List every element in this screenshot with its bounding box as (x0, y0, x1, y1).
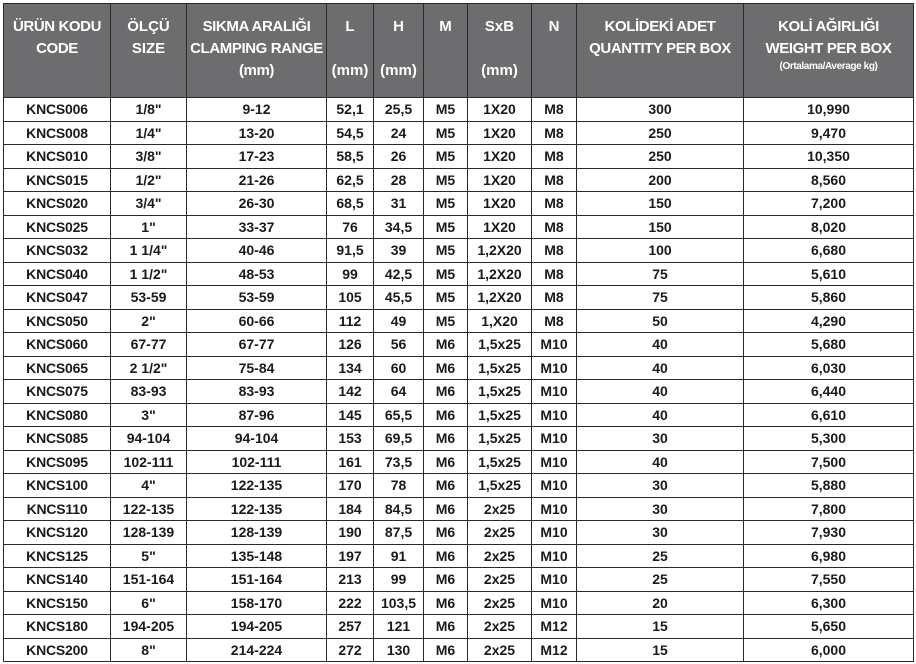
cell-sxb: 1X20 (468, 145, 532, 169)
cell-clamping-range: 122-135 (187, 474, 327, 498)
table-row (4, 497, 914, 521)
cell-quantity: 20 (577, 591, 744, 615)
cell-size: 67-77 (111, 333, 187, 357)
cell-clamping-range: 60-66 (187, 309, 327, 333)
cell-l: 142 (327, 380, 374, 404)
header-h (374, 4, 424, 98)
cell-clamping-range: 194-205 (187, 615, 327, 639)
cell-sxb: 1,5x25 (468, 380, 532, 404)
cell-code: KNCS040 (4, 262, 111, 286)
cell-n: M10 (532, 591, 577, 615)
cell-l: 161 (327, 450, 374, 474)
cell-m: M5 (424, 168, 468, 192)
header-n (532, 4, 577, 98)
cell-code: KNCS150 (4, 591, 111, 615)
cell-n: M8 (532, 215, 577, 239)
cell-code: KNCS010 (4, 145, 111, 169)
cell-sxb: 1,5x25 (468, 356, 532, 380)
cell-quantity: 30 (577, 497, 744, 521)
cell-weight: 5,680 (744, 333, 914, 357)
table-row (4, 168, 914, 192)
cell-size: 151-164 (111, 568, 187, 592)
cell-code: KNCS008 (4, 121, 111, 145)
cell-code: KNCS125 (4, 544, 111, 568)
cell-h: 28 (374, 168, 424, 192)
table-row (4, 427, 914, 451)
cell-size: 2" (111, 309, 187, 333)
cell-size: 2 1/2" (111, 356, 187, 380)
cell-m: M6 (424, 615, 468, 639)
cell-size: 3/8" (111, 145, 187, 169)
cell-sxb: 2x25 (468, 497, 532, 521)
cell-n: M8 (532, 121, 577, 145)
cell-quantity: 25 (577, 544, 744, 568)
table-row (4, 544, 914, 568)
header-code-line1: ÜRÜN KODU (12, 18, 102, 35)
cell-sxb: 1,5x25 (468, 333, 532, 357)
cell-weight: 5,860 (744, 286, 914, 310)
cell-h: 26 (374, 145, 424, 169)
cell-l: 197 (327, 544, 374, 568)
cell-n: M8 (532, 262, 577, 286)
cell-m: M6 (424, 427, 468, 451)
cell-sxb: 1X20 (468, 215, 532, 239)
header-size-line2: SIZE (131, 40, 166, 57)
cell-code: KNCS200 (4, 638, 111, 662)
cell-quantity: 50 (577, 309, 744, 333)
cell-size: 194-205 (111, 615, 187, 639)
cell-weight: 10,990 (744, 98, 914, 122)
header-clamping-line2: CLAMPING RANGE (190, 40, 323, 57)
cell-sxb: 2x25 (468, 544, 532, 568)
cell-weight: 9,470 (744, 121, 914, 145)
header-h-line1: H (393, 18, 404, 35)
cell-h: 34,5 (374, 215, 424, 239)
cell-m: M6 (424, 521, 468, 545)
cell-clamping-range: 122-135 (187, 497, 327, 521)
cell-size: 1" (111, 215, 187, 239)
cell-size: 1/2" (111, 168, 187, 192)
cell-weight: 8,560 (744, 168, 914, 192)
header-m (424, 4, 468, 98)
cell-quantity: 15 (577, 638, 744, 662)
cell-code: KNCS015 (4, 168, 111, 192)
cell-quantity: 40 (577, 450, 744, 474)
cell-clamping-range: 151-164 (187, 568, 327, 592)
cell-l: 153 (327, 427, 374, 451)
cell-h: 42,5 (374, 262, 424, 286)
table-body (4, 98, 914, 662)
cell-weight: 6,030 (744, 356, 914, 380)
cell-size: 6" (111, 591, 187, 615)
cell-m: M6 (424, 638, 468, 662)
cell-n: M8 (532, 192, 577, 216)
cell-clamping-range: 53-59 (187, 286, 327, 310)
cell-clamping-range: 33-37 (187, 215, 327, 239)
cell-m: M5 (424, 121, 468, 145)
table-row (4, 474, 914, 498)
cell-size: 53-59 (111, 286, 187, 310)
cell-quantity: 250 (577, 121, 744, 145)
cell-n: M8 (532, 98, 577, 122)
cell-clamping-range: 48-53 (187, 262, 327, 286)
table-row (4, 380, 914, 404)
cell-l: 170 (327, 474, 374, 498)
cell-weight: 7,550 (744, 568, 914, 592)
cell-h: 25,5 (374, 98, 424, 122)
cell-m: M5 (424, 262, 468, 286)
cell-code: KNCS110 (4, 497, 111, 521)
cell-n: M12 (532, 615, 577, 639)
cell-clamping-range: 26-30 (187, 192, 327, 216)
cell-clamping-range: 75-84 (187, 356, 327, 380)
cell-l: 58,5 (327, 145, 374, 169)
table-row (4, 333, 914, 357)
cell-sxb: 2x25 (468, 521, 532, 545)
cell-weight: 6,980 (744, 544, 914, 568)
table-row (4, 309, 914, 333)
cell-l: 62,5 (327, 168, 374, 192)
cell-code: KNCS140 (4, 568, 111, 592)
cell-sxb: 1,5x25 (468, 450, 532, 474)
cell-code: KNCS065 (4, 356, 111, 380)
cell-quantity: 75 (577, 262, 744, 286)
cell-sxb: 1X20 (468, 168, 532, 192)
cell-m: M6 (424, 497, 468, 521)
cell-sxb: 1X20 (468, 98, 532, 122)
cell-code: KNCS050 (4, 309, 111, 333)
cell-h: 31 (374, 192, 424, 216)
cell-quantity: 30 (577, 474, 744, 498)
cell-clamping-range: 67-77 (187, 333, 327, 357)
cell-clamping-range: 83-93 (187, 380, 327, 404)
cell-clamping-range: 9-12 (187, 98, 327, 122)
cell-h: 49 (374, 309, 424, 333)
table-row (4, 239, 914, 263)
table-row (4, 262, 914, 286)
header-l-line1: L (345, 18, 355, 35)
cell-size: 1/8" (111, 98, 187, 122)
cell-sxb: 2x25 (468, 638, 532, 662)
cell-l: 184 (327, 497, 374, 521)
cell-h: 39 (374, 239, 424, 263)
cell-n: M12 (532, 638, 577, 662)
header-clamping-range (187, 4, 327, 98)
header-clamping-line1: SIKMA ARALIĞI (202, 18, 311, 35)
cell-m: M5 (424, 98, 468, 122)
cell-quantity: 40 (577, 333, 744, 357)
cell-quantity: 150 (577, 215, 744, 239)
cell-h: 78 (374, 474, 424, 498)
cell-n: M8 (532, 286, 577, 310)
table-row (4, 521, 914, 545)
cell-sxb: 1,X20 (468, 309, 532, 333)
cell-clamping-range: 158-170 (187, 591, 327, 615)
cell-quantity: 15 (577, 615, 744, 639)
cell-size: 83-93 (111, 380, 187, 404)
cell-weight: 7,800 (744, 497, 914, 521)
table-row (4, 356, 914, 380)
cell-code: KNCS060 (4, 333, 111, 357)
cell-code: KNCS080 (4, 403, 111, 427)
header-row (4, 4, 914, 98)
cell-size: 4" (111, 474, 187, 498)
cell-l: 213 (327, 568, 374, 592)
cell-size: 5" (111, 544, 187, 568)
cell-m: M5 (424, 145, 468, 169)
table-row (4, 403, 914, 427)
cell-m: M5 (424, 286, 468, 310)
header-code (4, 4, 111, 98)
table-row (4, 145, 914, 169)
cell-n: M10 (532, 450, 577, 474)
cell-sxb: 1,5x25 (468, 403, 532, 427)
table-row (4, 450, 914, 474)
cell-clamping-range: 87-96 (187, 403, 327, 427)
cell-m: M6 (424, 544, 468, 568)
cell-h: 64 (374, 380, 424, 404)
header-weight-line2: WEIGHT PER BOX (765, 40, 892, 57)
cell-l: 272 (327, 638, 374, 662)
cell-l: 68,5 (327, 192, 374, 216)
cell-sxb: 2x25 (468, 591, 532, 615)
cell-quantity: 40 (577, 356, 744, 380)
cell-size: 1 1/4" (111, 239, 187, 263)
cell-quantity: 150 (577, 192, 744, 216)
cell-weight: 6,610 (744, 403, 914, 427)
cell-size: 128-139 (111, 521, 187, 545)
header-quantity-line1: KOLİDEKİ ADET (604, 18, 716, 35)
cell-l: 99 (327, 262, 374, 286)
cell-code: KNCS095 (4, 450, 111, 474)
cell-weight: 5,610 (744, 262, 914, 286)
cell-m: M6 (424, 380, 468, 404)
header-l (327, 4, 374, 98)
cell-sxb: 1,5x25 (468, 427, 532, 451)
cell-h: 73,5 (374, 450, 424, 474)
cell-m: M6 (424, 403, 468, 427)
cell-m: M6 (424, 356, 468, 380)
table-row (4, 98, 914, 122)
cell-n: M10 (532, 427, 577, 451)
cell-h: 130 (374, 638, 424, 662)
cell-n: M10 (532, 497, 577, 521)
cell-clamping-range: 40-46 (187, 239, 327, 263)
table-row (4, 591, 914, 615)
cell-code: KNCS120 (4, 521, 111, 545)
cell-sxb: 2x25 (468, 615, 532, 639)
header-quantity-line2: QUANTITY PER BOX (589, 40, 731, 57)
cell-size: 3" (111, 403, 187, 427)
cell-l: 126 (327, 333, 374, 357)
cell-code: KNCS100 (4, 474, 111, 498)
cell-sxb: 1,5x25 (468, 474, 532, 498)
cell-code: KNCS085 (4, 427, 111, 451)
cell-weight: 6,680 (744, 239, 914, 263)
cell-n: M10 (532, 380, 577, 404)
cell-code: KNCS025 (4, 215, 111, 239)
cell-n: M8 (532, 168, 577, 192)
cell-weight: 5,880 (744, 474, 914, 498)
cell-quantity: 250 (577, 145, 744, 169)
cell-quantity: 25 (577, 568, 744, 592)
cell-h: 56 (374, 333, 424, 357)
header-weight-line1: KOLİ AĞIRLIĞI (778, 18, 879, 35)
cell-h: 45,5 (374, 286, 424, 310)
table-header (4, 4, 914, 98)
cell-n: M10 (532, 333, 577, 357)
cell-code: KNCS075 (4, 380, 111, 404)
cell-h: 99 (374, 568, 424, 592)
cell-h: 24 (374, 121, 424, 145)
cell-m: M6 (424, 591, 468, 615)
cell-weight: 4,290 (744, 309, 914, 333)
cell-code: KNCS047 (4, 286, 111, 310)
cell-weight: 5,300 (744, 427, 914, 451)
table-row (4, 192, 914, 216)
cell-h: 103,5 (374, 591, 424, 615)
cell-m: M5 (424, 192, 468, 216)
cell-quantity: 300 (577, 98, 744, 122)
cell-l: 145 (327, 403, 374, 427)
header-code-line2: CODE (36, 40, 78, 57)
cell-l: 91,5 (327, 239, 374, 263)
table-row (4, 615, 914, 639)
cell-weight: 7,500 (744, 450, 914, 474)
header-size (111, 4, 187, 98)
header-h-unit: (mm) (380, 62, 417, 79)
header-m-line1: M (439, 18, 452, 35)
header-sxb (468, 4, 532, 98)
table-row (4, 286, 914, 310)
cell-m: M6 (424, 568, 468, 592)
table-row (4, 121, 914, 145)
cell-n: M10 (532, 568, 577, 592)
cell-n: M10 (532, 521, 577, 545)
cell-clamping-range: 94-104 (187, 427, 327, 451)
cell-sxb: 1X20 (468, 121, 532, 145)
cell-quantity: 100 (577, 239, 744, 263)
cell-quantity: 30 (577, 427, 744, 451)
cell-size: 1 1/2" (111, 262, 187, 286)
table-row (4, 568, 914, 592)
cell-n: M8 (532, 239, 577, 263)
cell-quantity: 30 (577, 521, 744, 545)
header-clamping-unit: (mm) (238, 62, 275, 79)
cell-clamping-range: 128-139 (187, 521, 327, 545)
cell-size: 122-135 (111, 497, 187, 521)
table-row (4, 215, 914, 239)
cell-l: 54,5 (327, 121, 374, 145)
cell-size: 8" (111, 638, 187, 662)
cell-h: 91 (374, 544, 424, 568)
cell-n: M8 (532, 309, 577, 333)
cell-m: M5 (424, 239, 468, 263)
cell-l: 112 (327, 309, 374, 333)
cell-weight: 7,930 (744, 521, 914, 545)
cell-size: 3/4" (111, 192, 187, 216)
cell-quantity: 40 (577, 380, 744, 404)
cell-l: 52,1 (327, 98, 374, 122)
cell-clamping-range: 214-224 (187, 638, 327, 662)
cell-weight: 7,200 (744, 192, 914, 216)
cell-clamping-range: 102-111 (187, 450, 327, 474)
cell-h: 121 (374, 615, 424, 639)
cell-n: M8 (532, 145, 577, 169)
header-quantity (577, 4, 744, 98)
product-spec-table (3, 3, 914, 662)
cell-quantity: 40 (577, 403, 744, 427)
cell-m: M6 (424, 450, 468, 474)
header-size-line1: ÖLÇÜ (127, 18, 170, 35)
cell-h: 84,5 (374, 497, 424, 521)
cell-m: M5 (424, 309, 468, 333)
cell-l: 222 (327, 591, 374, 615)
cell-weight: 6,300 (744, 591, 914, 615)
cell-quantity: 200 (577, 168, 744, 192)
cell-clamping-range: 13-20 (187, 121, 327, 145)
cell-n: M10 (532, 544, 577, 568)
cell-code: KNCS020 (4, 192, 111, 216)
header-weight (744, 4, 914, 98)
cell-n: M10 (532, 356, 577, 380)
cell-size: 94-104 (111, 427, 187, 451)
cell-clamping-range: 21-26 (187, 168, 327, 192)
cell-size: 1/4" (111, 121, 187, 145)
cell-n: M10 (532, 474, 577, 498)
cell-n: M10 (532, 403, 577, 427)
cell-clamping-range: 135-148 (187, 544, 327, 568)
cell-m: M5 (424, 215, 468, 239)
cell-l: 257 (327, 615, 374, 639)
cell-code: KNCS006 (4, 98, 111, 122)
cell-size: 102-111 (111, 450, 187, 474)
cell-sxb: 1,2X20 (468, 262, 532, 286)
cell-sxb: 1X20 (468, 192, 532, 216)
header-weight-note: (Ortalama/Average kg) (779, 61, 878, 72)
header-n-line1: N (548, 18, 560, 35)
cell-m: M6 (424, 474, 468, 498)
cell-weight: 5,650 (744, 615, 914, 639)
cell-l: 76 (327, 215, 374, 239)
cell-clamping-range: 17-23 (187, 145, 327, 169)
cell-quantity: 75 (577, 286, 744, 310)
cell-h: 60 (374, 356, 424, 380)
cell-m: M6 (424, 333, 468, 357)
cell-weight: 6,440 (744, 380, 914, 404)
table-row (4, 638, 914, 662)
cell-code: KNCS032 (4, 239, 111, 263)
cell-sxb: 1,2X20 (468, 239, 532, 263)
header-l-unit: (mm) (331, 62, 369, 79)
header-sxb-line1: SxB (484, 18, 515, 35)
cell-weight: 10,350 (744, 145, 914, 169)
cell-l: 105 (327, 286, 374, 310)
cell-code: KNCS180 (4, 615, 111, 639)
cell-l: 134 (327, 356, 374, 380)
cell-l: 190 (327, 521, 374, 545)
cell-h: 87,5 (374, 521, 424, 545)
header-sxb-unit: (mm) (481, 62, 518, 79)
cell-sxb: 2x25 (468, 568, 532, 592)
cell-h: 69,5 (374, 427, 424, 451)
cell-weight: 6,000 (744, 638, 914, 662)
cell-weight: 8,020 (744, 215, 914, 239)
cell-h: 65,5 (374, 403, 424, 427)
cell-sxb: 1,2X20 (468, 286, 532, 310)
